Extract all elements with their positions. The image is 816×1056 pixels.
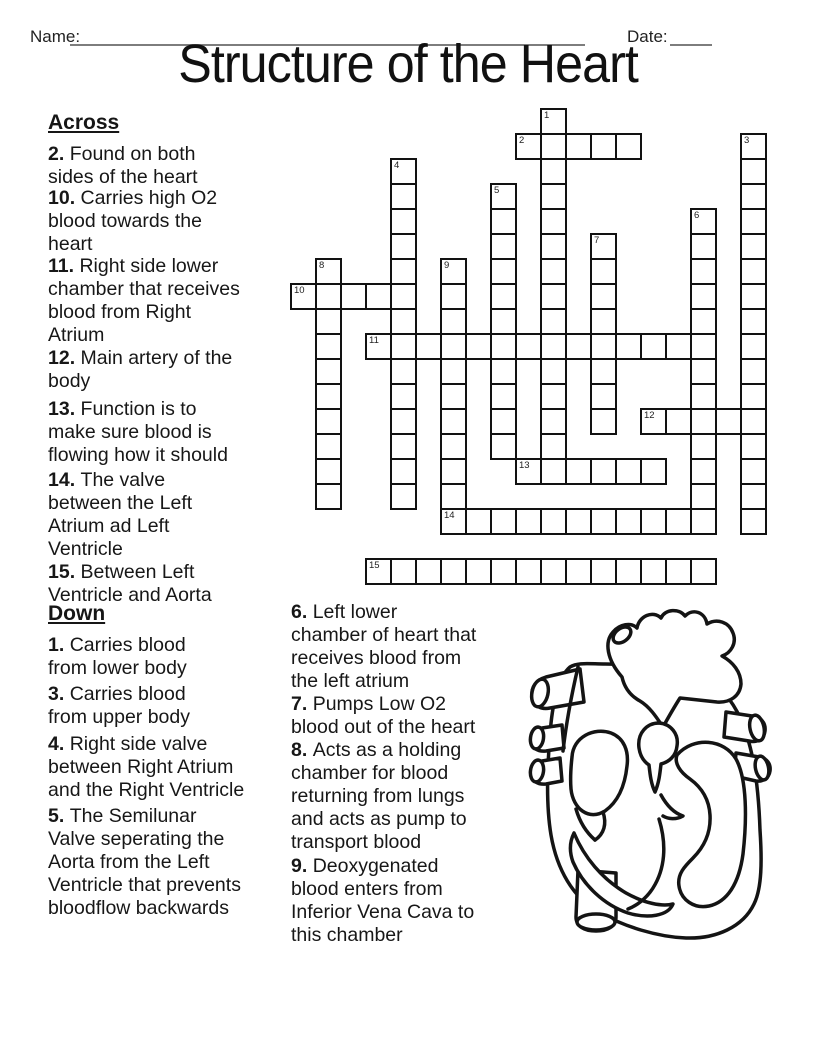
grid-cell-r7c18[interactable] — [740, 283, 767, 310]
clue-across-11: 11. Right side lower chamber that receives blood from Right Atrium — [48, 255, 240, 346]
grid-cell-r2c4[interactable] — [390, 158, 417, 185]
grid-cell-r6c4[interactable] — [390, 258, 417, 285]
grid-number-12: 12 — [644, 410, 655, 421]
grid-number-15: 15 — [369, 560, 380, 571]
clue-across-12: 12. Main artery of the body — [48, 347, 233, 392]
grid-cell-r12c10[interactable] — [540, 408, 567, 435]
grid-cell-r12c4[interactable] — [390, 408, 417, 435]
grid-cell-r12c6[interactable] — [440, 408, 467, 435]
grid-cell-r18c6[interactable] — [440, 558, 467, 585]
grid-cell-r8c8[interactable] — [490, 308, 517, 335]
grid-number-4: 4 — [394, 160, 400, 171]
grid-cell-r18c8[interactable] — [490, 558, 517, 585]
grid-cell-r5c12[interactable] — [590, 233, 617, 260]
grid-cell-r14c11[interactable] — [565, 458, 592, 485]
grid-cell-r4c16[interactable] — [690, 208, 717, 235]
grid-cell-r7c2[interactable] — [340, 283, 367, 310]
grid-cell-r9c11[interactable] — [565, 333, 592, 360]
grid-cell-r5c10[interactable] — [540, 233, 567, 260]
clue-down-6: 6. Left lower chamber of heart that receives blood from the left atrium — [291, 601, 477, 692]
clue-number-label: 1. — [48, 634, 70, 656]
clue-number-label: 5. — [48, 805, 70, 827]
grid-cell-r11c6[interactable] — [440, 383, 467, 410]
grid-cell-r6c6[interactable] — [440, 258, 467, 285]
page-title: Structure of the Heart — [178, 34, 638, 94]
clue-across-13: 13. Function is to make sure blood is flowing how it should — [48, 398, 228, 466]
grid-cell-r13c1[interactable] — [315, 433, 342, 460]
grid-cell-r9c1[interactable] — [315, 333, 342, 360]
clue-across-10: 10. Carries high O2 blood towards the heart — [48, 187, 218, 255]
grid-cell-r4c4[interactable] — [390, 208, 417, 235]
clue-down-7: 7. Pumps Low O2 blood out of the heart — [291, 693, 476, 738]
grid-cell-r15c18[interactable] — [740, 483, 767, 510]
clue-down-3: 3. Carries blood from upper body — [48, 683, 190, 728]
grid-cell-r16c9[interactable] — [515, 508, 542, 535]
grid-number-13: 13 — [519, 460, 530, 471]
grid-cell-r1c10[interactable] — [540, 133, 567, 160]
clue-across-2: 2. Found on both sides of the heart — [48, 143, 198, 188]
grid-cell-r9c3[interactable] — [365, 333, 392, 360]
clue-number-label: 10. — [48, 187, 81, 209]
clue-number-label: 4. — [48, 733, 70, 755]
grid-cell-r7c4[interactable] — [390, 283, 417, 310]
grid-cell-r11c10[interactable] — [540, 383, 567, 410]
grid-cell-r16c8[interactable] — [490, 508, 517, 535]
vessel-opening — [529, 726, 545, 750]
grid-cell-r14c1[interactable] — [315, 458, 342, 485]
grid-cell-r9c8[interactable] — [490, 333, 517, 360]
grid-cell-r14c6[interactable] — [440, 458, 467, 485]
grid-cell-r7c0[interactable] — [290, 283, 317, 310]
grid-cell-r9c4[interactable] — [390, 333, 417, 360]
grid-number-9: 9 — [444, 260, 450, 271]
clue-number-label: 15. — [48, 561, 81, 583]
grid-number-14: 14 — [444, 510, 455, 521]
grid-cell-r6c18[interactable] — [740, 258, 767, 285]
grid-cell-r3c10[interactable] — [540, 183, 567, 210]
grid-cell-r11c18[interactable] — [740, 383, 767, 410]
grid-cell-r16c10[interactable] — [540, 508, 567, 535]
grid-cell-r8c18[interactable] — [740, 308, 767, 335]
grid-cell-r9c6[interactable] — [440, 333, 467, 360]
grid-cell-r18c11[interactable] — [565, 558, 592, 585]
down-section-heading: Down — [48, 602, 106, 625]
clue-down-9: 9. Deoxygenated blood enters from Inferior Vena Cava to this chamber — [291, 855, 475, 946]
clue-down-5: 5. The Semilunar Valve seperating the Aorta from the Left Ventricle that prevents bloodflow backwards — [48, 805, 241, 919]
grid-cell-r10c8[interactable] — [490, 358, 517, 385]
grid-cell-r14c4[interactable] — [390, 458, 417, 485]
grid-cell-r18c5[interactable] — [415, 558, 442, 585]
date-label: Date: — [627, 27, 668, 46]
grid-cell-r8c16[interactable] — [690, 308, 717, 335]
grid-cell-r5c16[interactable] — [690, 233, 717, 260]
grid-cell-r10c1[interactable] — [315, 358, 342, 385]
grid-cell-r18c10[interactable] — [540, 558, 567, 585]
grid-cell-r9c18[interactable] — [740, 333, 767, 360]
heart-diagram-illustration — [510, 605, 810, 945]
grid-cell-r14c16[interactable] — [690, 458, 717, 485]
grid-cell-r16c6[interactable] — [440, 508, 467, 535]
clue-across-15: 15. Between Left Ventricle and Aorta — [48, 561, 212, 606]
grid-cell-r5c18[interactable] — [740, 233, 767, 260]
name-label: Name: — [30, 27, 81, 46]
grid-cell-r6c16[interactable] — [690, 258, 717, 285]
grid-cell-r0c10[interactable] — [540, 108, 567, 135]
grid-cell-r18c12[interactable] — [590, 558, 617, 585]
clue-number-label: 13. — [48, 398, 81, 420]
grid-cell-r18c15[interactable] — [665, 558, 692, 585]
title-wrap — [0, 33, 816, 95]
grid-cell-r14c18[interactable] — [740, 458, 767, 485]
clue-number-label: 8. — [291, 739, 313, 761]
grid-cell-r12c14[interactable] — [640, 408, 667, 435]
grid-cell-r9c5[interactable] — [415, 333, 442, 360]
grid-cell-r16c14[interactable] — [640, 508, 667, 535]
grid-cell-r4c18[interactable] — [740, 208, 767, 235]
grid-cell-r7c1[interactable] — [315, 283, 342, 310]
grid-cell-r18c4[interactable] — [390, 558, 417, 585]
grid-cell-r9c13[interactable] — [615, 333, 642, 360]
grid-number-6: 6 — [694, 210, 700, 221]
grid-cell-r13c8[interactable] — [490, 433, 517, 460]
grid-cell-r5c4[interactable] — [390, 233, 417, 260]
grid-number-3: 3 — [744, 135, 750, 146]
grid-cell-r18c9[interactable] — [515, 558, 542, 585]
clue-number-label: 11. — [48, 255, 80, 277]
grid-number-1: 1 — [544, 110, 550, 121]
grid-cell-r2c10[interactable] — [540, 158, 567, 185]
grid-cell-r5c8[interactable] — [490, 233, 517, 260]
grid-cell-r13c6[interactable] — [440, 433, 467, 460]
grid-cell-r10c10[interactable] — [540, 358, 567, 385]
grid-cell-r18c14[interactable] — [640, 558, 667, 585]
grid-cell-r13c16[interactable] — [690, 433, 717, 460]
grid-cell-r14c14[interactable] — [640, 458, 667, 485]
grid-cell-r1c11[interactable] — [565, 133, 592, 160]
grid-cell-r9c14[interactable] — [640, 333, 667, 360]
grid-cell-r14c10[interactable] — [540, 458, 567, 485]
grid-number-8: 8 — [319, 260, 325, 271]
grid-cell-r16c13[interactable] — [615, 508, 642, 535]
grid-cell-r9c9[interactable] — [515, 333, 542, 360]
grid-cell-r15c6[interactable] — [440, 483, 467, 510]
clue-number-label: 9. — [291, 855, 313, 877]
across-section-heading: Across — [48, 111, 120, 134]
grid-cell-r4c8[interactable] — [490, 208, 517, 235]
grid-cell-r12c16[interactable] — [690, 408, 717, 435]
grid-cell-r12c8[interactable] — [490, 408, 517, 435]
clue-number-label: 7. — [291, 693, 313, 715]
clue-down-8: 8. Acts as a holding chamber for blood returning from lungs and acts as pump to transport blood — [291, 739, 467, 853]
grid-cell-r1c18[interactable] — [740, 133, 767, 160]
grid-cell-r11c4[interactable] — [390, 383, 417, 410]
grid-cell-r14c9[interactable] — [515, 458, 542, 485]
grid-cell-r12c12[interactable] — [590, 408, 617, 435]
grid-cell-r14c13[interactable] — [615, 458, 642, 485]
grid-cell-r8c4[interactable] — [390, 308, 417, 335]
grid-cell-r11c16[interactable] — [690, 383, 717, 410]
grid-cell-r16c18[interactable] — [740, 508, 767, 535]
grid-number-10: 10 — [294, 285, 305, 296]
grid-cell-r4c10[interactable] — [540, 208, 567, 235]
grid-cell-r2c18[interactable] — [740, 158, 767, 185]
grid-cell-r6c1[interactable] — [315, 258, 342, 285]
clue-number-label: 6. — [291, 601, 313, 623]
grid-cell-r8c6[interactable] — [440, 308, 467, 335]
grid-cell-r11c1[interactable] — [315, 383, 342, 410]
grid-cell-r12c1[interactable] — [315, 408, 342, 435]
vessel-opening — [577, 914, 615, 930]
grid-cell-r7c12[interactable] — [590, 283, 617, 310]
grid-cell-r15c1[interactable] — [315, 483, 342, 510]
grid-cell-r16c12[interactable] — [590, 508, 617, 535]
grid-cell-r7c6[interactable] — [440, 283, 467, 310]
grid-cell-r14c12[interactable] — [590, 458, 617, 485]
grid-cell-r16c11[interactable] — [565, 508, 592, 535]
grid-cell-r6c12[interactable] — [590, 258, 617, 285]
vessel-opening — [529, 759, 545, 783]
grid-cell-r10c12[interactable] — [590, 358, 617, 385]
grid-cell-r9c10[interactable] — [540, 333, 567, 360]
grid-cell-r12c17[interactable] — [715, 408, 742, 435]
clue-number-label: 2. — [48, 143, 70, 165]
grid-cell-r16c16[interactable] — [690, 508, 717, 535]
grid-cell-r7c16[interactable] — [690, 283, 717, 310]
grid-cell-r10c18[interactable] — [740, 358, 767, 385]
grid-cell-r15c4[interactable] — [390, 483, 417, 510]
grid-cell-r16c7[interactable] — [465, 508, 492, 535]
grid-cell-r10c4[interactable] — [390, 358, 417, 385]
grid-number-11: 11 — [369, 335, 379, 346]
grid-cell-r11c12[interactable] — [590, 383, 617, 410]
grid-cell-r11c8[interactable] — [490, 383, 517, 410]
grid-cell-r7c10[interactable] — [540, 283, 567, 310]
grid-cell-r12c18[interactable] — [740, 408, 767, 435]
grid-cell-r1c9[interactable] — [515, 133, 542, 160]
grid-cell-r10c6[interactable] — [440, 358, 467, 385]
clue-number-label: 14. — [48, 469, 81, 491]
grid-number-2: 2 — [519, 135, 525, 146]
grid-cell-r8c12[interactable] — [590, 308, 617, 335]
clue-down-4: 4. Right side valve between Right Atrium and the Right Ventricle — [48, 733, 245, 801]
grid-cell-r18c3[interactable] — [365, 558, 392, 585]
grid-cell-r15c16[interactable] — [690, 483, 717, 510]
grid-cell-r3c18[interactable] — [740, 183, 767, 210]
grid-cell-r18c7[interactable] — [465, 558, 492, 585]
grid-number-5: 5 — [494, 185, 500, 196]
grid-cell-r13c18[interactable] — [740, 433, 767, 460]
grid-cell-r10c16[interactable] — [690, 358, 717, 385]
grid-cell-r16c15[interactable] — [665, 508, 692, 535]
grid-cell-r3c8[interactable] — [490, 183, 517, 210]
grid-cell-r8c10[interactable] — [540, 308, 567, 335]
grid-cell-r7c3[interactable] — [365, 283, 392, 310]
grid-cell-r9c15[interactable] — [665, 333, 692, 360]
grid-cell-r9c16[interactable] — [690, 333, 717, 360]
grid-cell-r9c12[interactable] — [590, 333, 617, 360]
clue-number-label: 12. — [48, 347, 81, 369]
grid-cell-r1c13[interactable] — [615, 133, 642, 160]
grid-cell-r1c12[interactable] — [590, 133, 617, 160]
grid-cell-r18c13[interactable] — [615, 558, 642, 585]
grid-cell-r6c10[interactable] — [540, 258, 567, 285]
clue-down-1: 1. Carries blood from lower body — [48, 634, 187, 679]
grid-cell-r9c7[interactable] — [465, 333, 492, 360]
clue-number-label: 3. — [48, 683, 70, 705]
grid-cell-r13c10[interactable] — [540, 433, 567, 460]
grid-cell-r18c16[interactable] — [690, 558, 717, 585]
grid-cell-r3c4[interactable] — [390, 183, 417, 210]
grid-number-7: 7 — [594, 235, 600, 246]
clue-across-14: 14. The valve between the Left Atrium ad Left Ventricle — [48, 469, 193, 560]
grid-cell-r7c8[interactable] — [490, 283, 517, 310]
grid-cell-r6c8[interactable] — [490, 258, 517, 285]
grid-cell-r8c1[interactable] — [315, 308, 342, 335]
grid-cell-r13c4[interactable] — [390, 433, 417, 460]
grid-cell-r12c15[interactable] — [665, 408, 692, 435]
